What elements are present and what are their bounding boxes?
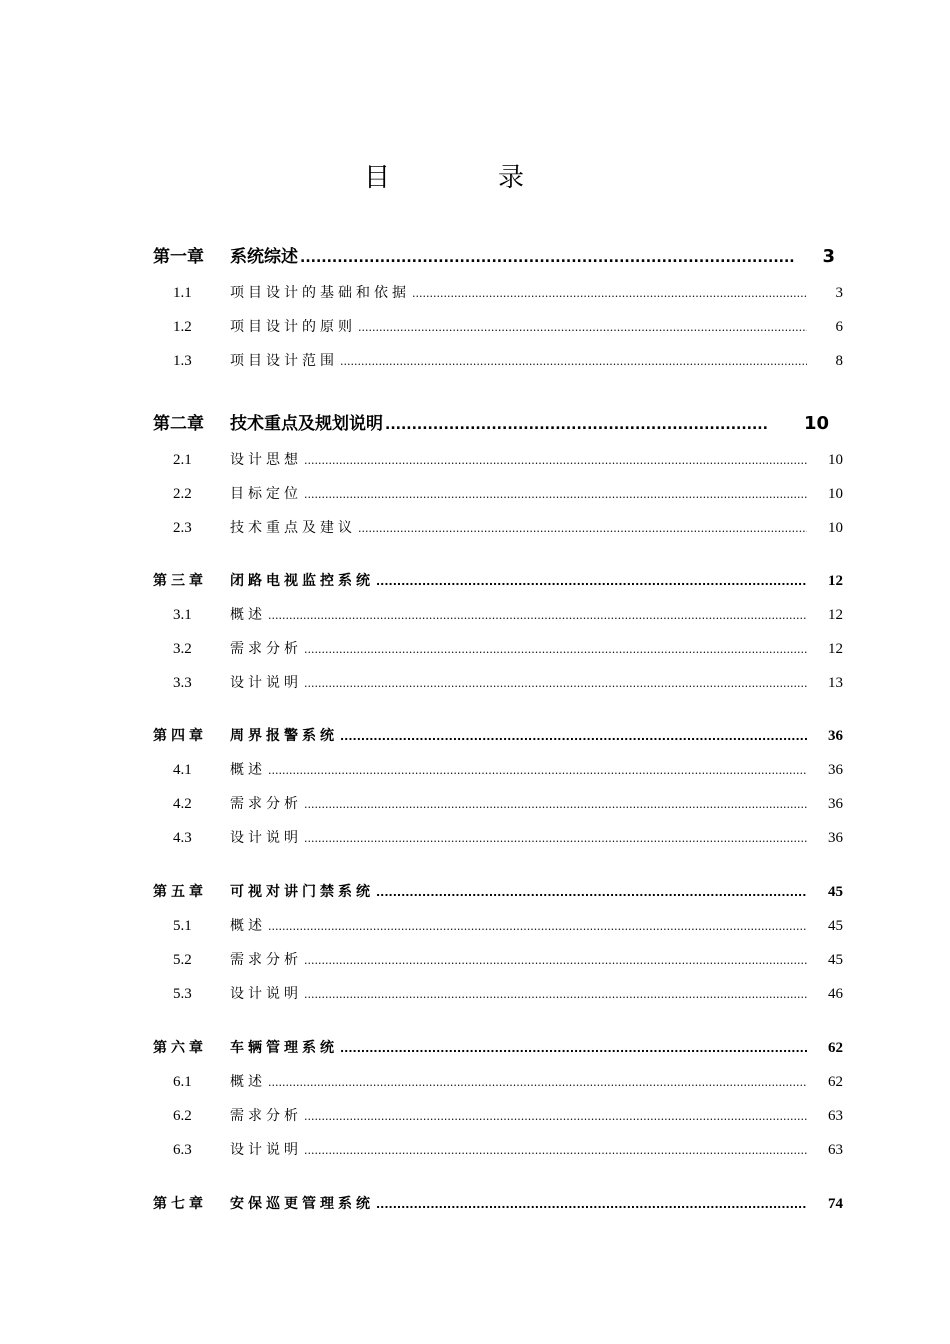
chapter-title: 周界报警系统 xyxy=(230,728,338,744)
dot-leader xyxy=(385,413,769,437)
toc-title-char-2: 录 xyxy=(498,163,525,193)
toc-chapter-entry[interactable] xyxy=(153,569,843,593)
chapter-title: 可视对讲门禁系统 xyxy=(230,884,374,900)
page-number: 3 xyxy=(822,246,835,267)
toc-section-entry[interactable] xyxy=(153,1104,843,1128)
toc-section-entry[interactable] xyxy=(153,281,843,305)
toc-section-entry[interactable] xyxy=(153,792,843,816)
section-number: 4.1 xyxy=(173,762,192,778)
page-number: 36 xyxy=(828,762,843,778)
section-number: 3.3 xyxy=(173,675,192,691)
toc-section-entry[interactable] xyxy=(153,1138,843,1162)
dot-leader xyxy=(376,570,807,594)
section-title: 目标定位 xyxy=(230,486,302,502)
section-number: 3.1 xyxy=(173,607,192,623)
section-title: 技术重点及建议 xyxy=(230,520,356,536)
dot-leader xyxy=(412,282,807,306)
page-number: 10 xyxy=(803,413,829,434)
section-number: 5.3 xyxy=(173,986,192,1002)
page-number: 36 xyxy=(828,796,843,812)
toc-section-entry[interactable] xyxy=(153,1070,843,1094)
page-number: 8 xyxy=(835,353,843,369)
toc-section-entry[interactable] xyxy=(153,349,843,373)
page-number: 36 xyxy=(828,728,843,744)
toc-title xyxy=(0,160,950,200)
toc-section-entry[interactable] xyxy=(153,948,843,972)
toc-section-entry[interactable] xyxy=(153,914,843,938)
page-number: 13 xyxy=(828,675,843,691)
section-number: 6.1 xyxy=(173,1074,192,1090)
section-title: 设计说明 xyxy=(230,1142,302,1158)
chapter-number: 第四章 xyxy=(153,728,207,744)
section-number: 2.2 xyxy=(173,486,192,502)
section-title: 设计说明 xyxy=(230,986,302,1002)
page-number: 12 xyxy=(828,641,843,657)
dot-leader xyxy=(304,1105,807,1129)
page-number: 74 xyxy=(828,1196,843,1212)
dot-leader xyxy=(376,1193,807,1217)
dot-leader xyxy=(268,604,807,628)
chapter-number: 第七章 xyxy=(153,1196,207,1212)
dot-leader xyxy=(376,881,807,905)
section-title: 需求分析 xyxy=(230,641,302,657)
dot-leader xyxy=(304,1139,807,1163)
section-title: 项目设计的原则 xyxy=(230,319,356,335)
dot-leader xyxy=(340,725,807,749)
dot-leader xyxy=(340,1037,807,1061)
dot-leader xyxy=(268,915,807,939)
section-number: 4.2 xyxy=(173,796,192,812)
section-title: 设计思想 xyxy=(230,452,302,468)
toc-section-entry[interactable] xyxy=(153,637,843,661)
section-number: 5.1 xyxy=(173,918,192,934)
toc-section-entry[interactable] xyxy=(153,315,843,339)
dot-leader xyxy=(340,350,807,374)
dot-leader xyxy=(304,949,807,973)
toc-section-entry[interactable] xyxy=(153,982,843,1006)
section-number: 1.1 xyxy=(173,285,192,301)
dot-leader xyxy=(268,759,807,783)
toc-section-entry[interactable] xyxy=(153,758,843,782)
page-number: 36 xyxy=(828,830,843,846)
section-title: 概述 xyxy=(230,1074,266,1090)
section-number: 2.3 xyxy=(173,520,192,536)
page-number: 10 xyxy=(828,486,843,502)
toc-section-entry[interactable] xyxy=(153,448,843,472)
page-number: 6 xyxy=(835,319,843,335)
toc-chapter-entry[interactable] xyxy=(153,880,843,904)
chapter-title: 车辆管理系统 xyxy=(230,1040,338,1056)
section-title: 项目设计范围 xyxy=(230,353,338,369)
page-number: 45 xyxy=(828,884,843,900)
page-number: 45 xyxy=(828,918,843,934)
dot-leader xyxy=(304,983,807,1007)
chapter-number: 第六章 xyxy=(153,1040,207,1056)
toc-section-entry[interactable] xyxy=(153,482,843,506)
page-number: 62 xyxy=(828,1074,843,1090)
toc-title-char-1: 目 xyxy=(364,163,391,193)
toc-section-entry[interactable] xyxy=(153,826,843,850)
toc-chapter-entry[interactable] xyxy=(153,724,843,748)
dot-leader xyxy=(304,793,807,817)
section-number: 1.3 xyxy=(173,353,192,369)
page-number: 45 xyxy=(828,952,843,968)
chapter-title: 系统综述 xyxy=(230,247,298,267)
dot-leader xyxy=(358,517,807,541)
toc-chapter-entry[interactable] xyxy=(153,245,843,269)
section-number: 4.3 xyxy=(173,830,192,846)
toc-chapter-entry[interactable] xyxy=(153,1192,843,1216)
page-number: 46 xyxy=(828,986,843,1002)
section-number: 6.2 xyxy=(173,1108,192,1124)
dot-leader xyxy=(304,483,807,507)
page-number: 3 xyxy=(835,285,843,301)
chapter-number: 第一章 xyxy=(153,247,204,267)
section-title: 设计说明 xyxy=(230,675,302,691)
section-title: 需求分析 xyxy=(230,952,302,968)
dot-leader xyxy=(358,316,807,340)
page-number: 10 xyxy=(828,520,843,536)
dot-leader xyxy=(304,672,807,696)
section-title: 概述 xyxy=(230,607,266,623)
page-number: 63 xyxy=(828,1108,843,1124)
chapter-title: 安保巡更管理系统 xyxy=(230,1196,374,1212)
page-number: 10 xyxy=(828,452,843,468)
chapter-title: 技术重点及规划说明 xyxy=(230,414,383,434)
page-number: 62 xyxy=(828,1040,843,1056)
page-number: 12 xyxy=(828,607,843,623)
section-number: 3.2 xyxy=(173,641,192,657)
section-number: 5.2 xyxy=(173,952,192,968)
dot-leader xyxy=(304,827,807,851)
toc-chapter-entry[interactable] xyxy=(153,1036,843,1060)
chapter-number: 第二章 xyxy=(153,414,204,434)
toc-section-entry[interactable] xyxy=(153,671,843,695)
section-title: 概述 xyxy=(230,762,266,778)
toc-section-entry[interactable] xyxy=(153,516,843,540)
dot-leader xyxy=(300,246,795,270)
section-number: 2.1 xyxy=(173,452,192,468)
chapter-number: 第五章 xyxy=(153,884,207,900)
section-number: 6.3 xyxy=(173,1142,192,1158)
section-number: 1.2 xyxy=(173,319,192,335)
chapter-number: 第三章 xyxy=(153,573,207,589)
chapter-title: 闭路电视监控系统 xyxy=(230,573,374,589)
dot-leader xyxy=(304,449,807,473)
page-number: 12 xyxy=(828,573,843,589)
toc-section-entry[interactable] xyxy=(153,603,843,627)
page-number: 63 xyxy=(828,1142,843,1158)
section-title: 项目设计的基础和依据 xyxy=(230,285,410,301)
dot-leader xyxy=(304,638,807,662)
section-title: 概述 xyxy=(230,918,266,934)
dot-leader xyxy=(268,1071,807,1095)
section-title: 设计说明 xyxy=(230,830,302,846)
section-title: 需求分析 xyxy=(230,796,302,812)
toc-chapter-entry[interactable] xyxy=(153,412,843,436)
section-title: 需求分析 xyxy=(230,1108,302,1124)
